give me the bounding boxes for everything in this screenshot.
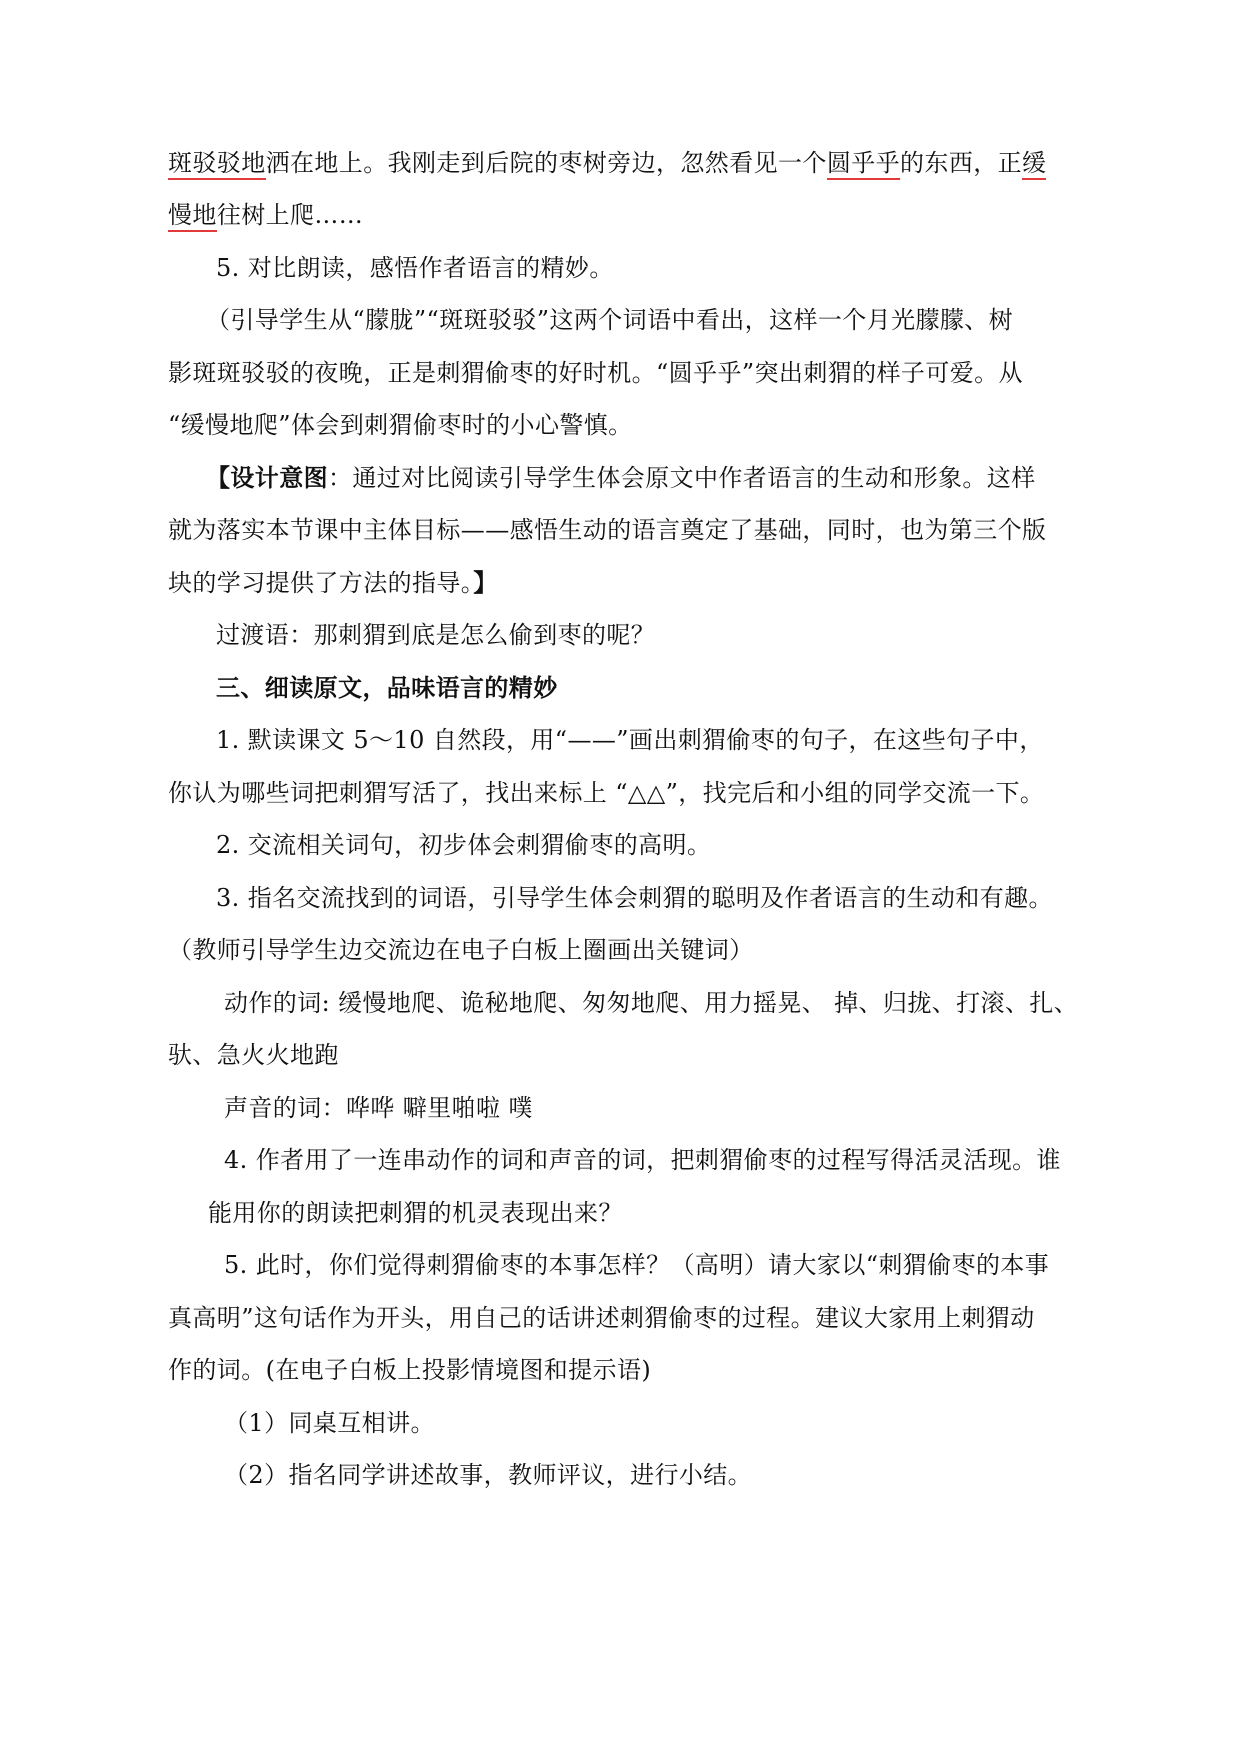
text-line: 真高明”这句话作为开头，用自己的话讲述刺猬偷枣的过程。建议大家用上刺猬动 <box>168 1304 1035 1332</box>
text-line: 影斑斑驳驳的夜晚，正是刺猬偷枣的好时机。“圆乎乎”突出刺猬的样子可爱。从 <box>168 359 1023 387</box>
underlined-phrase: 斑驳驳地 <box>168 149 266 180</box>
underlined-phrase: 圆乎乎 <box>827 149 900 180</box>
text-line: 过渡语：那刺猬到底是怎么偷到枣的呢？ <box>216 621 656 649</box>
text-line <box>168 200 363 230</box>
text-line: 5. 此时，你们觉得刺猬偷枣的本事怎样？（高明）请大家以“刺猬偷枣的本事 <box>224 1251 1050 1279</box>
text-run: 的东西，正 <box>900 149 1023 177</box>
text-line: 就为落实本节课中主体目标——感悟生动的语言奠定了基础，同时，也为第三个版 <box>168 516 1047 544</box>
text-run: ：通过对比阅读引导学生体会原文中作者语言的生动和形象。这样 <box>328 464 1036 492</box>
text-run: 洒在地上。我刚走到后院的枣树旁边，忽然看见一个 <box>265 149 827 177</box>
text-line <box>168 148 1046 178</box>
text-line: 你认为哪些词把刺猬写活了，找出来标上 “△△”，找完后和小组的同学交流一下。 <box>168 779 1045 807</box>
text-line: （1）同桌互相讲。 <box>224 1409 435 1437</box>
text-line <box>206 463 1036 493</box>
text-line: 1. 默读课文 5～10 自然段，用“——”画出刺猬偷枣的句子，在这些句子中， <box>216 726 1044 754</box>
underlined-phrase: 缓 <box>1022 149 1046 180</box>
text-line: 3. 指名交流找到的词语，引导学生体会刺猬的聪明及作者语言的生动和有趣。 <box>216 884 1053 912</box>
text-line <box>168 568 498 598</box>
design-intent-label: 【设计意图 <box>206 463 328 492</box>
text-line: “缓慢地爬”体会到刺猬偷枣时的小心警慎。 <box>168 411 633 439</box>
section-heading: 三、细读原文，品味语言的精妙 <box>216 673 558 702</box>
text-run: 往树上爬…… <box>216 201 364 229</box>
text-line: 4. 作者用了一连串动作的词和声音的词，把刺猬偷枣的过程写得活灵活现。谁 <box>224 1146 1061 1174</box>
text-line: 声音的词：哗哗 噼里啪啦 噗 <box>224 1094 533 1122</box>
underlined-phrase: 慢地 <box>168 201 217 232</box>
text-line: 作的词。(在电子白板上投影情境图和提示语) <box>168 1356 652 1384</box>
text-run: 块的学习提供了方法的指导。 <box>168 569 474 597</box>
text-line: 2. 交流相关词句，初步体会刺猬偷枣的高明。 <box>216 831 712 859</box>
text-line: （引导学生从“朦胧”“斑斑驳驳”这两个词语中看出，这样一个月光朦朦、树 <box>206 306 1014 334</box>
text-line: （2）指名同学讲述故事，教师评议，进行小结。 <box>224 1461 753 1489</box>
text-line: 驮、急火火地跑 <box>168 1041 339 1069</box>
bracket-close: 】 <box>473 568 498 597</box>
text-line: 5. 对比朗读，感悟作者语言的精妙。 <box>216 254 614 282</box>
text-line: 动作的词: 缓慢地爬、诡秘地爬、匆匆地爬、用力摇晃、 掉、归拢、打滚、扎、 <box>224 989 1079 1017</box>
text-line: （教师引导学生边交流边在电子白板上圈画出关键词） <box>168 936 754 964</box>
text-line: 能用你的朗读把刺猬的机灵表现出来？ <box>208 1199 623 1227</box>
